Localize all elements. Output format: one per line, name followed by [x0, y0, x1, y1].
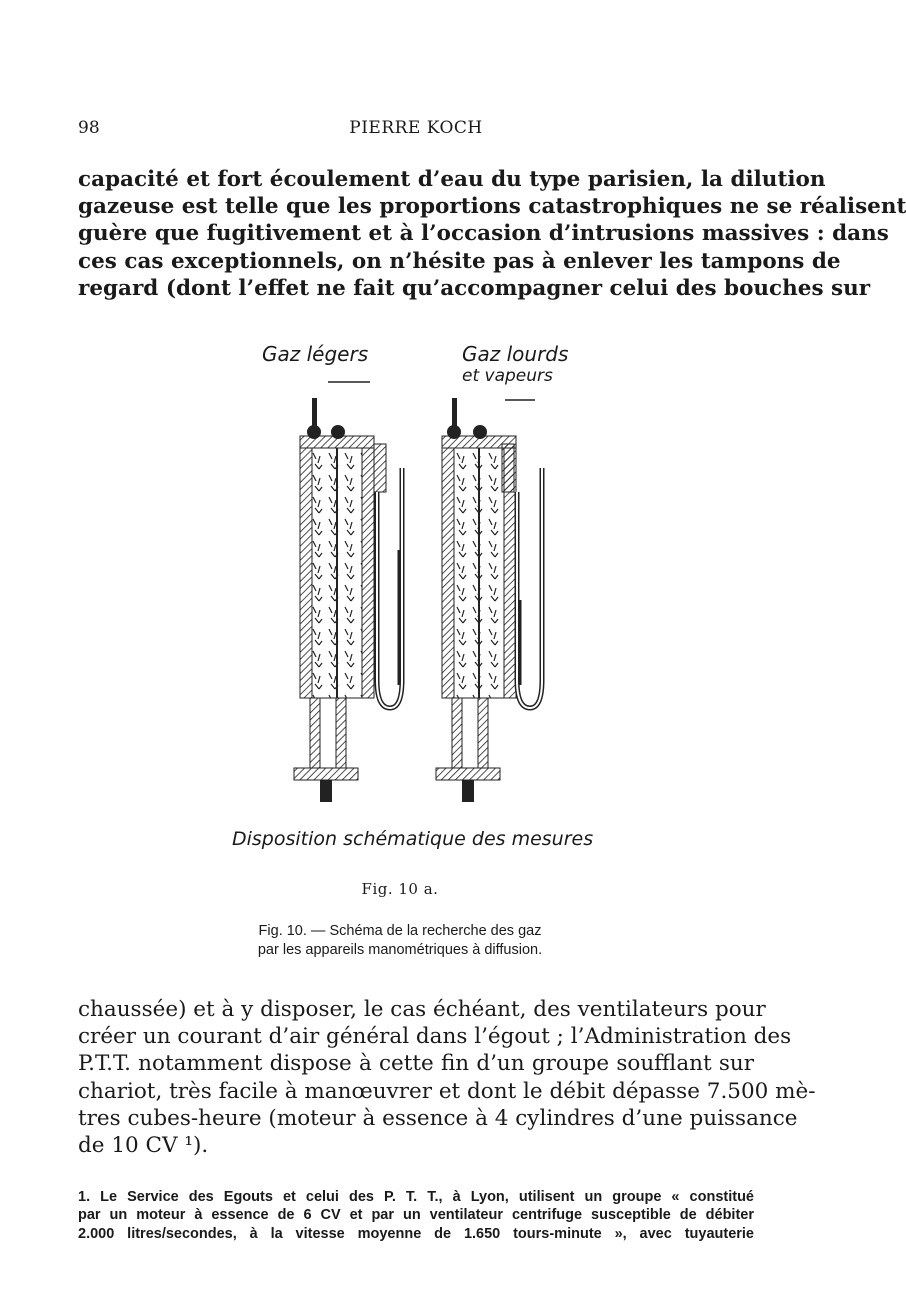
- right-apparatus: [436, 398, 542, 802]
- figure-label-light-gases: Gaz légers: [262, 342, 369, 366]
- left-apparatus: [294, 398, 402, 802]
- figure-label-heavy-gases: Gaz lourds: [462, 342, 569, 366]
- paragraph-2-line: tres cubes-heure (moteur à essence à 4 cylindres d’une puissance: [78, 1105, 798, 1131]
- paragraph-1-line: ces cas exceptionnels, on n’hésite pas à enlever les tampons de: [78, 248, 841, 274]
- paragraph-2-line: créer un courant d’air général dans l’égout ; l’Administration des: [78, 1024, 792, 1050]
- running-head: PIERRE KOCH: [349, 118, 483, 138]
- paragraph-1-line: regard (dont l’effet ne fait qu’accompagner celui des bouches sur: [78, 275, 871, 301]
- paragraph-2: [78, 996, 816, 1159]
- paragraph-1-line: gazeuse est telle que les proportions catastrophiques ne se réalisent: [78, 194, 906, 220]
- manometer-drawing: [230, 340, 630, 860]
- paragraph-1-line: guère que fugitivement et à l’occasion d’intrusions massives : dans: [78, 221, 889, 247]
- drawing-caption: Disposition schématique des mesures: [232, 828, 594, 850]
- footnote-line: 2.000 litres/secondes, à la vitesse moyenne de 1.650 tours-minute », avec tuyauterie: [78, 1225, 754, 1242]
- paragraph-2-line: P.T.T. notamment dispose à cette fin d’un groupe soufflant sur: [78, 1051, 754, 1077]
- paragraph-1-line: capacité et fort écoulement d’eau du type parisien, la dilution: [78, 167, 826, 192]
- figure-label-vapours: et vapeurs: [462, 366, 553, 386]
- figure-caption-line: par les appareils manométriques à diffusion.: [257, 942, 543, 958]
- manometer-diagram: [230, 340, 630, 860]
- footnote-line: par un moteur à essence de 6 CV et par un ventilateur centrifuge susceptible de débiter: [78, 1207, 754, 1224]
- page-header: [78, 118, 754, 142]
- paragraph-2-line: chariot, très facile à manœuvrer et dont le débit dépasse 7.500 mè-: [78, 1078, 816, 1104]
- figure-caption: [0, 922, 800, 960]
- footnote-line: 1. Le Service des Egouts et celui des P. T. T., à Lyon, utilisent un groupe « constitué: [78, 1189, 754, 1205]
- figure-label: Fig. 10 a.: [361, 880, 439, 898]
- paragraph-2-line: chaussée) et à y disposer, le cas échéant, des ventilateurs pour: [78, 997, 766, 1022]
- paragraph-1: [78, 166, 906, 302]
- figure-caption-line: Fig. 10. — Schéma de la recherche des gaz: [258, 923, 542, 939]
- footnote: [78, 1188, 754, 1243]
- paragraph-2-line: de 10 CV ¹).: [78, 1133, 209, 1159]
- page-number: 98: [78, 118, 100, 138]
